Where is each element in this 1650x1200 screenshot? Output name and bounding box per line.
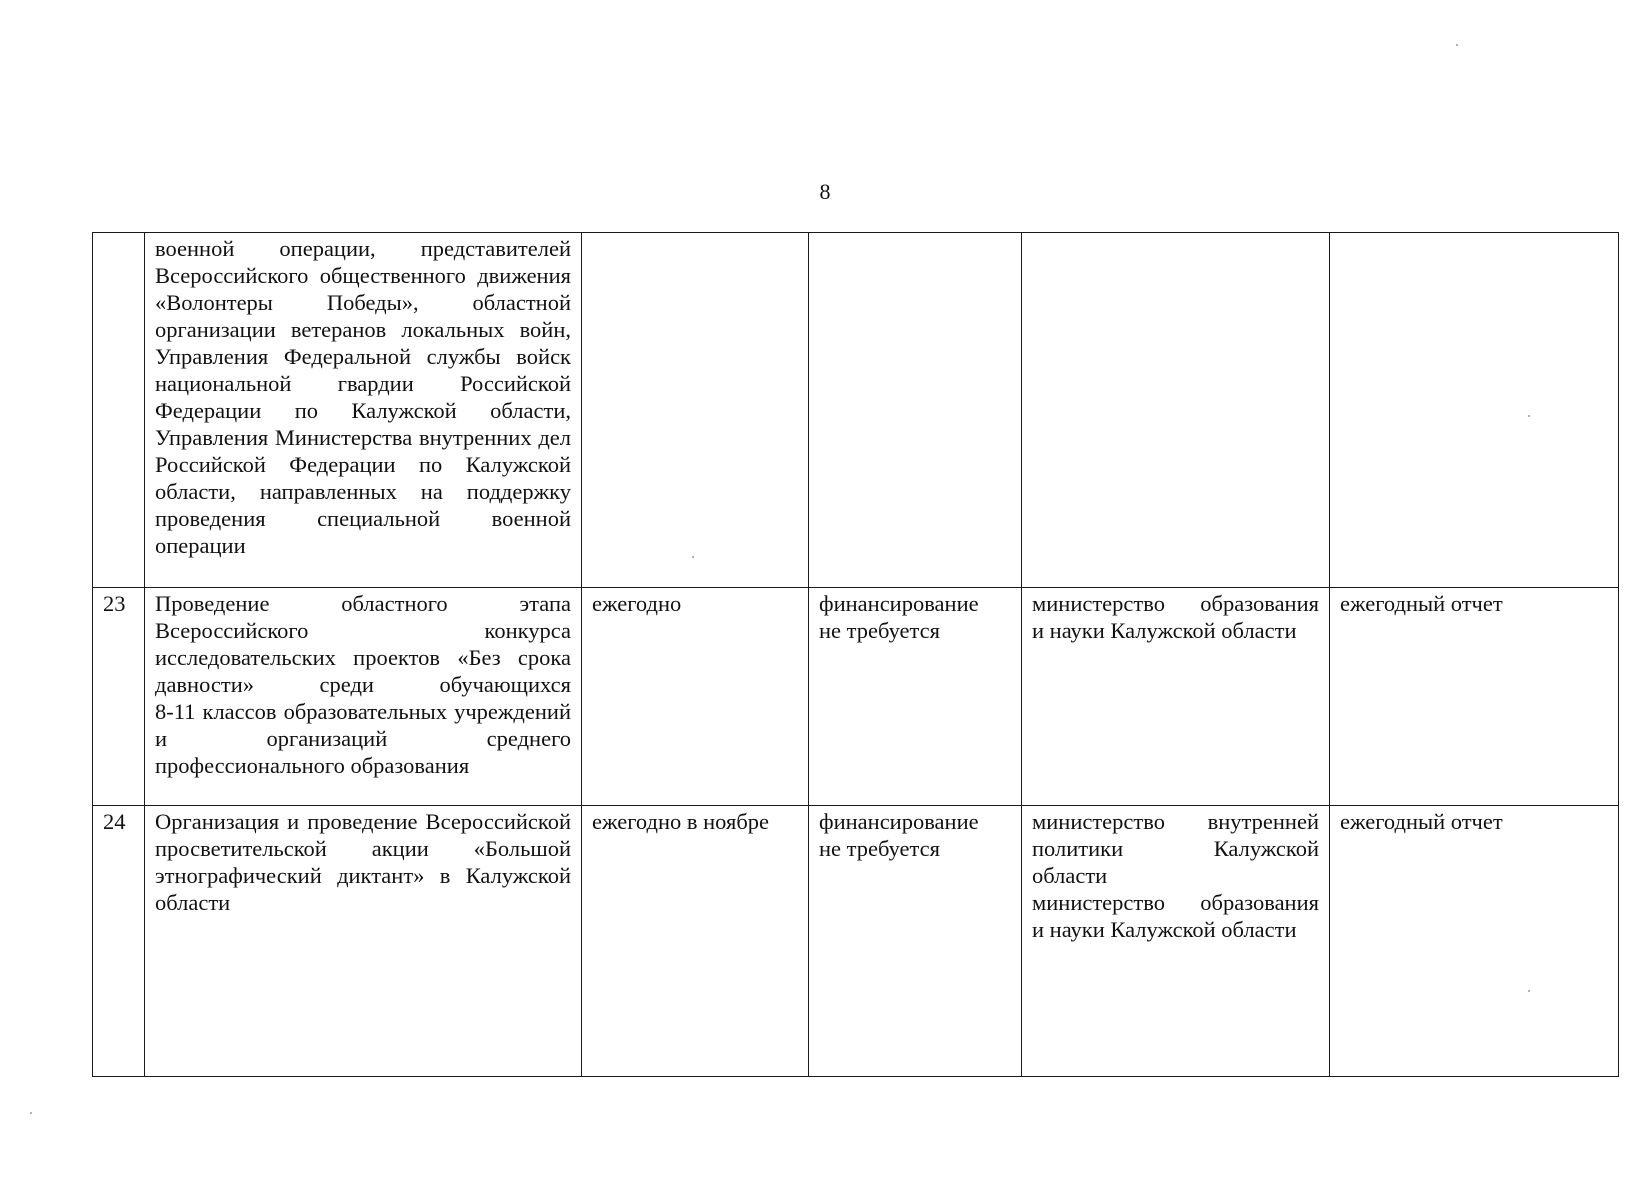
event-line: «Волонтеры Победы», областной — [155, 290, 571, 315]
responsible-line: министерство внутренней — [1032, 809, 1319, 834]
scan-speck — [30, 1112, 32, 1114]
scan-speck — [1528, 990, 1530, 992]
report-cell: ежегодный отчет — [1330, 588, 1619, 806]
responsible-line: и науки Калужской области — [1032, 917, 1297, 942]
event-line: и организаций среднего — [155, 726, 571, 751]
row-number-cell: 24 — [93, 806, 145, 1077]
event-line: Российской Федерации по Калужской — [155, 452, 571, 477]
table-row — [93, 806, 1619, 1077]
event-line: Организация и проведение Всероссийской — [155, 809, 571, 834]
scan-speck — [1528, 415, 1530, 417]
event-line: проведения специальной военной — [155, 506, 571, 531]
event-line: давности» среди обучающихся — [155, 672, 571, 697]
scan-speck — [1456, 44, 1458, 46]
responsible-cell — [1022, 588, 1330, 806]
event-line: Всероссийского конкурса — [155, 618, 571, 643]
row-number-cell: 23 — [93, 588, 145, 806]
event-line: просветительской акции «Большой — [155, 836, 571, 861]
event-line: национальной гвардии Российской — [155, 371, 571, 396]
event-line: Проведение областного этапа — [155, 591, 571, 616]
event-line: Федерации по Калужской области, — [155, 398, 571, 423]
period-cell: ежегодно — [582, 588, 809, 806]
event-line: профессионального образования — [155, 753, 470, 778]
event-line: исследовательских проектов «Без срока — [155, 645, 571, 670]
event-line: этнографический диктант» в Калужской — [155, 863, 571, 888]
event-line: 8-11 классов образовательных учреждений — [155, 699, 571, 724]
responsible-line: политики Калужской — [1032, 836, 1319, 861]
event-line: области — [155, 890, 231, 915]
responsible-cell — [1022, 806, 1330, 1077]
event-line: организации ветеранов локальных войн, — [155, 317, 571, 342]
event-line: области, направленных на поддержку — [155, 479, 571, 504]
event-line: операции — [155, 533, 246, 558]
report-cell — [1330, 233, 1619, 588]
event-description-cell — [145, 233, 582, 588]
event-description-cell — [145, 588, 582, 806]
responsible-line: и науки Калужской области — [1032, 618, 1297, 643]
financing-cell: финансирование не требуется — [809, 806, 1022, 1077]
event-line: Управления Министерства внутренних дел — [155, 425, 571, 450]
page-number: 8 — [819, 179, 831, 204]
event-line: Всероссийского общественного движения — [155, 263, 571, 288]
event-line: военной операции, представителей — [155, 236, 571, 261]
responsible-line: министерство образования — [1032, 591, 1319, 616]
period-cell — [582, 233, 809, 588]
event-description-cell — [145, 806, 582, 1077]
period-cell: ежегодно в ноябре — [582, 806, 809, 1077]
table-row — [93, 233, 1619, 588]
responsible-cell — [1022, 233, 1330, 588]
report-cell: ежегодный отчет — [1330, 806, 1619, 1077]
event-line: Управления Федеральной службы войск — [155, 344, 571, 369]
plan-table — [92, 232, 1619, 1077]
responsible-line: области — [1032, 863, 1108, 888]
financing-cell — [809, 233, 1022, 588]
responsible-line: министерство образования — [1032, 890, 1319, 915]
row-number-cell — [93, 233, 145, 588]
financing-cell: финансирование не требуется — [809, 588, 1022, 806]
table-row — [93, 588, 1619, 806]
scan-speck — [692, 556, 694, 558]
